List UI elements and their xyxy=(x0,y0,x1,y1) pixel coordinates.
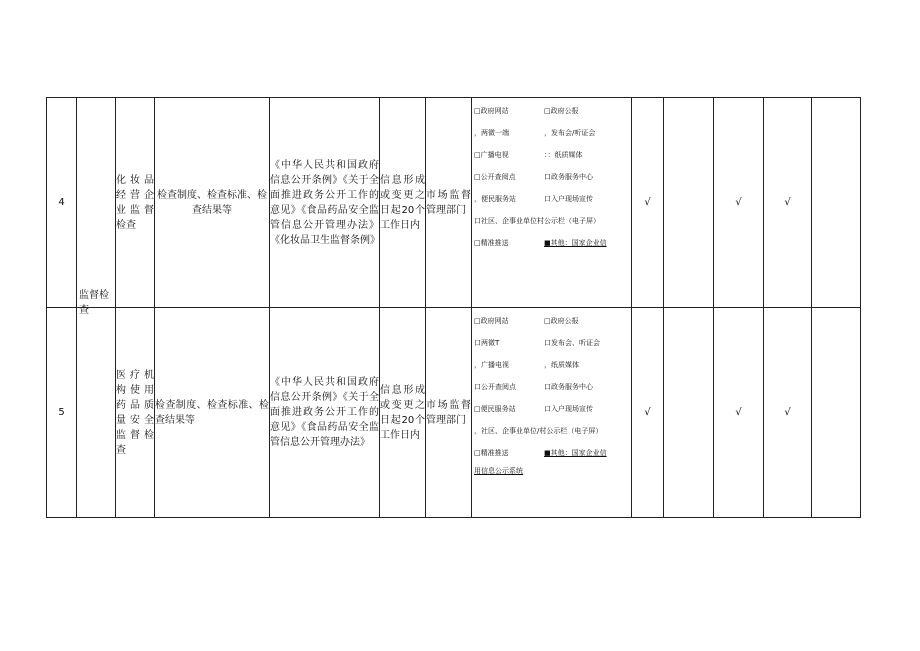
channel-row: □精准推送 ■其他：国家企业信 xyxy=(474,238,607,247)
empty-cell xyxy=(664,98,714,308)
check-mark: √ xyxy=(632,308,664,518)
channel-row: □便民服务站 口入户现场宣传 xyxy=(474,404,593,413)
disclosure-basis: 《中华人民共和国政府信息公开条例》《关于全面推进政务公开工作的意见》《食品药品安全监管信息公开管理办法》《化妆品卫生监督条例》 xyxy=(270,98,380,308)
category-label xyxy=(79,288,115,318)
empty-cell xyxy=(664,308,714,518)
check-mark: √ xyxy=(764,308,812,518)
channel-row: □公开查阅点 口政务服务中心 xyxy=(474,172,593,181)
table-row xyxy=(47,308,861,518)
item-name: 化妆品经营企业监督检查 xyxy=(116,98,155,308)
channel-row: 口公开查阅点 口政务服务中心 xyxy=(474,382,593,391)
channel-row: 用信息公示系统 xyxy=(474,466,523,475)
channel-row: ，广播电视 ，纸质媒体 xyxy=(474,360,579,369)
responsible-dept: 市场监督管理部门 xyxy=(426,308,472,518)
channel-row: 口两微T 口发布会、听证会 xyxy=(474,338,600,347)
check-mark: √ xyxy=(714,98,764,308)
channel-row: □精准推送 ■其他：国家企业信 xyxy=(474,448,607,457)
row-number: 4 xyxy=(47,98,77,308)
channel-row: ，社区、企事业单位/村公示栏（电子屏） xyxy=(474,426,603,435)
channel-row: ，两微一端 ，发布会/听证会 xyxy=(474,128,596,137)
table-row xyxy=(47,98,861,308)
category-cell-top xyxy=(77,98,116,316)
category-cell-bottom xyxy=(77,308,116,518)
empty-cell xyxy=(812,308,861,518)
item-name: 医疗机构使用药品质量安全监督检查 xyxy=(116,308,155,518)
channel-list xyxy=(472,98,632,308)
channel-list xyxy=(472,308,632,518)
disclosure-content: 检查制度、检查标准、检查结果等 xyxy=(155,98,270,308)
channel-row: □政府网站 □政府公报 xyxy=(474,106,579,115)
channel-row: 口社区、企事业单位村公示栏（电子屏） xyxy=(474,216,600,225)
row-number: 5 xyxy=(47,308,77,518)
channel-row: ，便民服务站 口入户现场宣传 xyxy=(474,194,593,203)
empty-cell xyxy=(812,98,861,308)
channel-row: □广播电视 ：：纸质媒体 xyxy=(474,150,583,159)
channel-row: □政府网站 □政府公报 xyxy=(474,316,579,325)
check-mark: √ xyxy=(632,98,664,308)
check-mark: √ xyxy=(714,308,764,518)
disclosure-table xyxy=(46,97,861,518)
time-limit: 信息形成或变更之日起20个工作日内 xyxy=(380,98,426,308)
category-text: 监督检查 xyxy=(79,290,109,316)
responsible-dept: 市场监督管理部门 xyxy=(426,98,472,308)
time-limit: 信息形成或变更之日起20个工作日内 xyxy=(380,308,426,518)
check-mark: √ xyxy=(764,98,812,308)
disclosure-content: 检查制度、检查标准、检查结果等 xyxy=(155,308,270,518)
disclosure-basis: 《中华人民共和国政府信息公开条例》《关于全面推进政务公开工作的意见》《食品药品安全监管信息公开管理办法》 xyxy=(270,308,380,518)
